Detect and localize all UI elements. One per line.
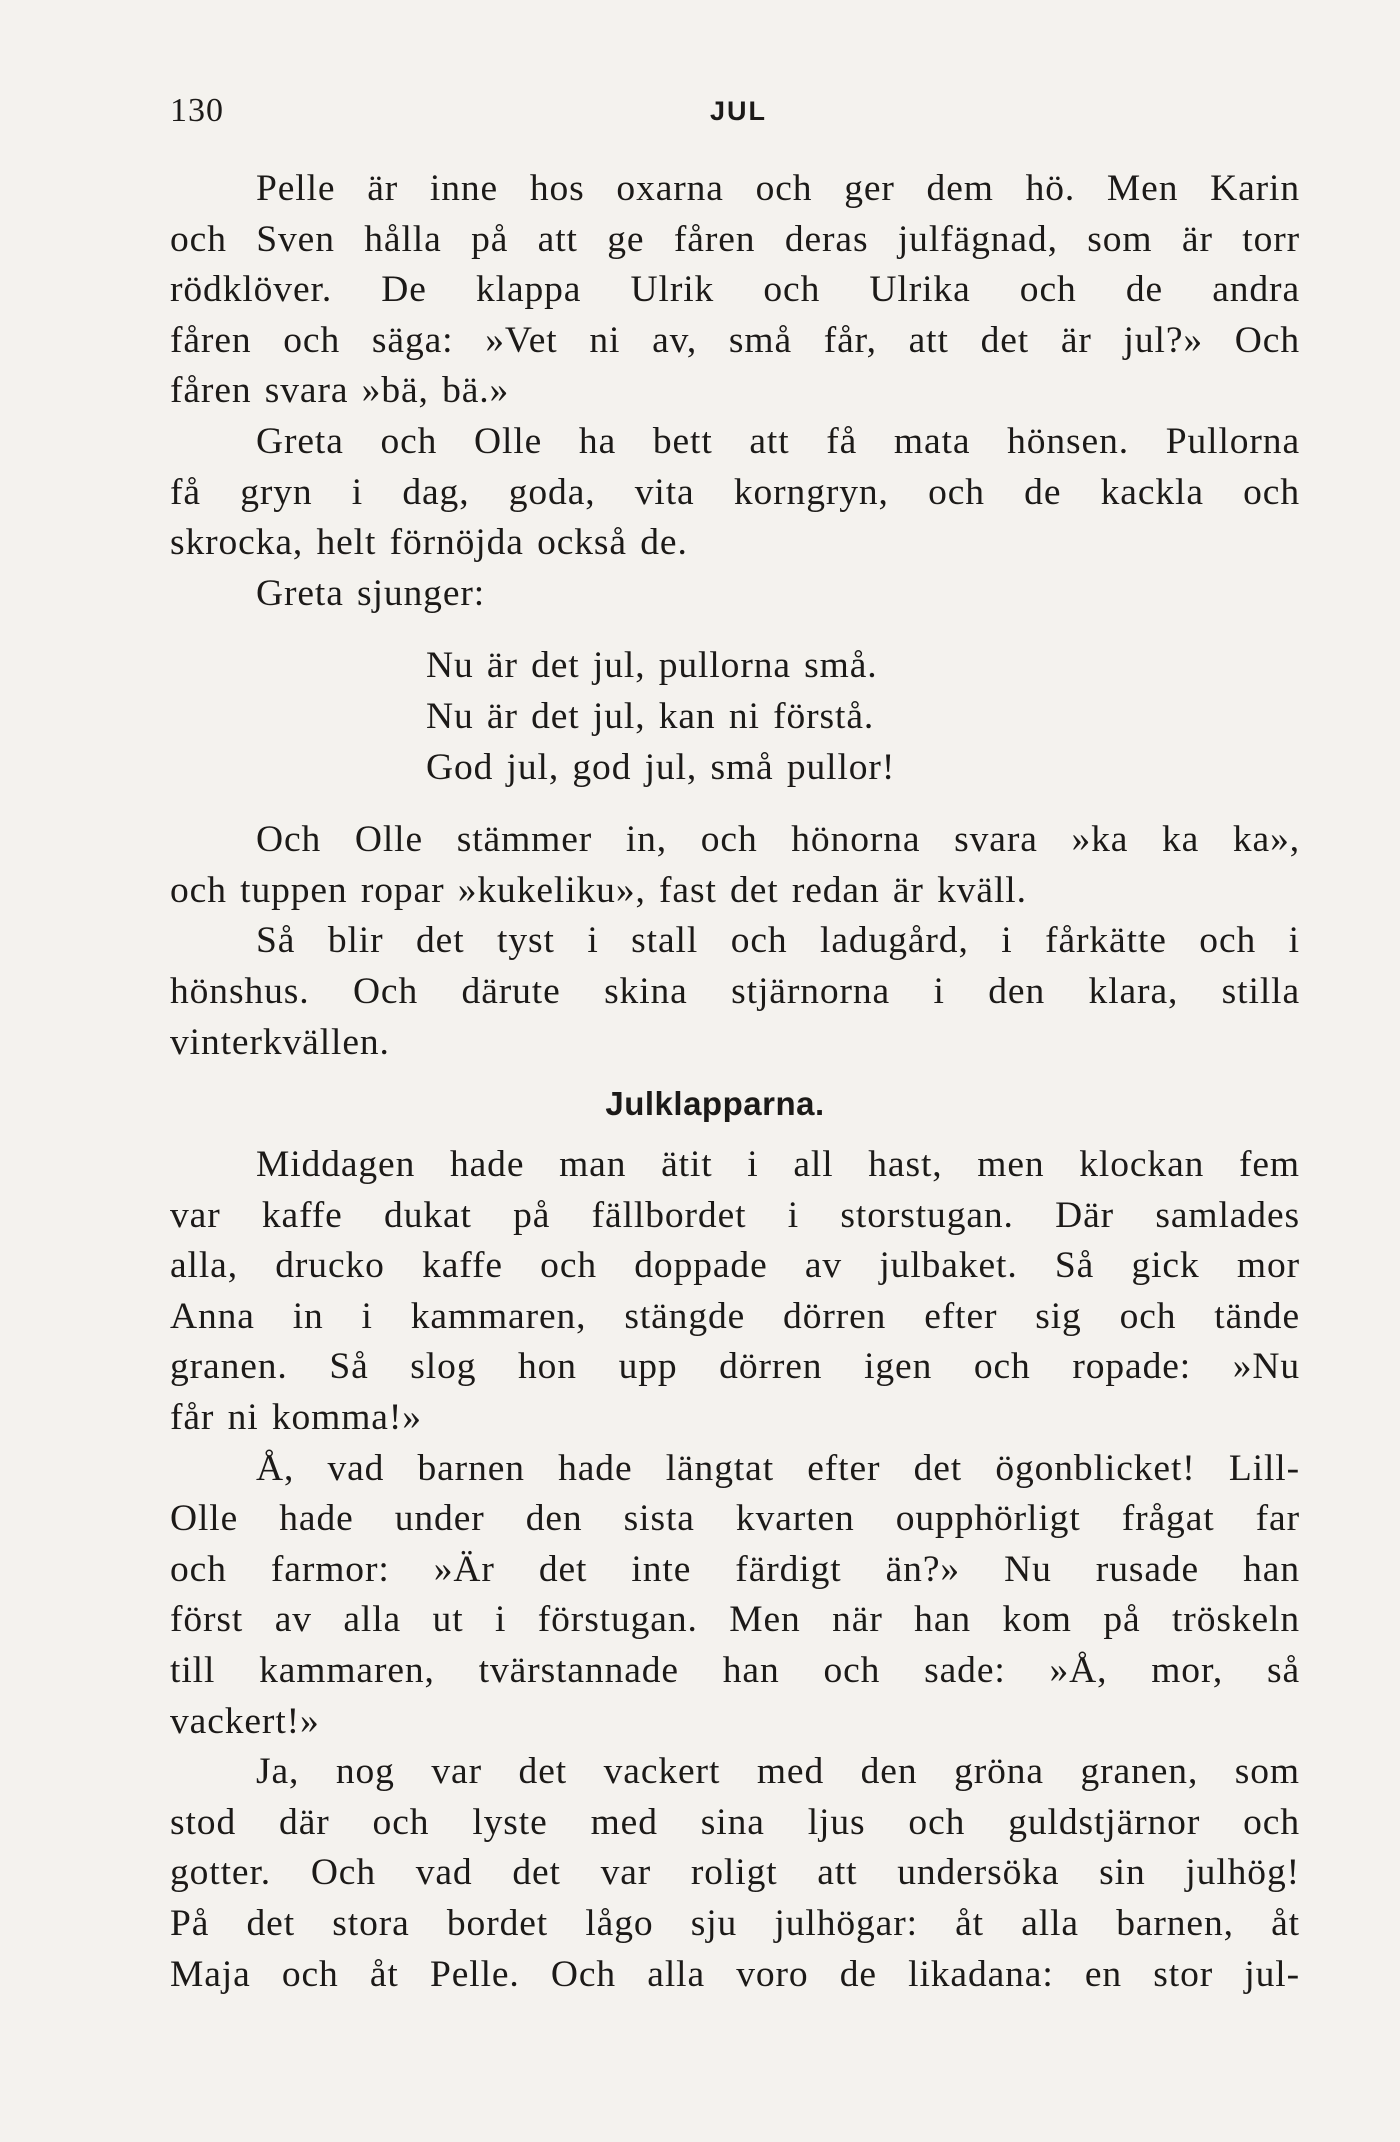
section-heading: Julklapparna. [605,1085,825,1123]
text-line: vinterkvällen. [170,1021,390,1063]
paragraph [170,1140,1300,1444]
text-line: och farmor: »Är det inte färdigt än?» Nu rusade han [170,1548,1300,1590]
text-line: och tuppen ropar »kukeliku», fast det redan är kväll. [170,869,1027,911]
text-line: stod där och lyste med sina ljus och guldstjärnor och [170,1801,1300,1843]
text-line: Olle hade under den sista kvarten oupphörligt frågat far [170,1498,1300,1540]
text-line: Middagen hade man ätit i all hast, men klockan fem [256,1144,1300,1186]
running-head [170,92,1300,136]
running-title: JUL [710,96,768,126]
text-line: få gryn i dag, goda, vita korngryn, och de kackla och [170,471,1300,513]
text-line: och Sven hålla på att ge fåren deras julfägnad, som är torr [170,218,1300,260]
verse [170,641,1300,793]
text-line: till kammaren, tvärstannade han och sade: »Å, mor, så [170,1650,1300,1692]
text-line: alla, drucko kaffe och doppade av julbaket. Så gick mor [170,1245,1300,1287]
paragraph [170,916,1300,1068]
text-line: Maja och åt Pelle. Och alla voro de likadana: en stor jul- [170,1953,1300,1995]
verse-line: Nu är det jul, pullorna små. [426,645,878,687]
text-line: Och Olle stämmer in, och hönorna svara »ka ka ka», [256,819,1300,861]
text-line: var kaffe dukat på fällbordet i storstugan. Där samlades [170,1194,1300,1236]
book-page [170,0,1300,2142]
text-line: fåren och säga: »Vet ni av, små får, att det är jul?» Och [170,319,1300,361]
text-line: Greta och Olle ha bett att få mata hönsen. Pullorna [256,420,1300,462]
text-line: hönshus. Och därute skina stjärnorna i den klara, stilla [170,970,1300,1012]
text-line: granen. Så slog hon upp dörren igen och ropade: »Nu [170,1346,1300,1388]
paragraph [170,1444,1300,1748]
text-line: Anna in i kammaren, stängde dörren efter sig och tände [170,1295,1300,1337]
text-line: vackert!» [170,1700,320,1742]
verse-line: Nu är det jul, kan ni förstå. [426,695,875,737]
text-line: först av alla ut i förstugan. Men när han kom på tröskeln [170,1599,1300,1641]
text-line: Pelle är inne hos oxarna och ger dem hö. Men Karin [256,168,1300,209]
text-line: fåren svara »bä, bä.» [170,370,510,412]
body-text [170,164,1300,2000]
text-line: gotter. Och vad det var roligt att undersöka sin julhög! [170,1852,1300,1894]
text-line: skrocka, helt förnöjda också de. [170,522,688,564]
text-line: Greta sjunger: [256,572,486,614]
text-line: På det stora bordet lågo sju julhögar: åt alla barnen, åt [170,1903,1300,1944]
paragraph [170,417,1300,569]
text-line: Å, vad barnen hade längtat efter det ögonblicket! Lill- [256,1447,1300,1489]
text-line: Ja, nog var det vackert med den gröna granen, som [256,1751,1300,1793]
paragraph [170,815,1300,916]
text-line: får ni komma!» [170,1397,422,1439]
page-number: 130 [170,92,224,129]
verse-line: God jul, god jul, små pullor! [426,746,896,788]
paragraph [170,569,1300,620]
paragraph [170,1747,1300,2000]
text-line: Så blir det tyst i stall och ladugård, i fårkätte och i [256,920,1300,962]
text-line: rödklöver. De klappa Ulrik och Ulrika och de andra [170,269,1300,311]
paragraph [170,164,1300,417]
